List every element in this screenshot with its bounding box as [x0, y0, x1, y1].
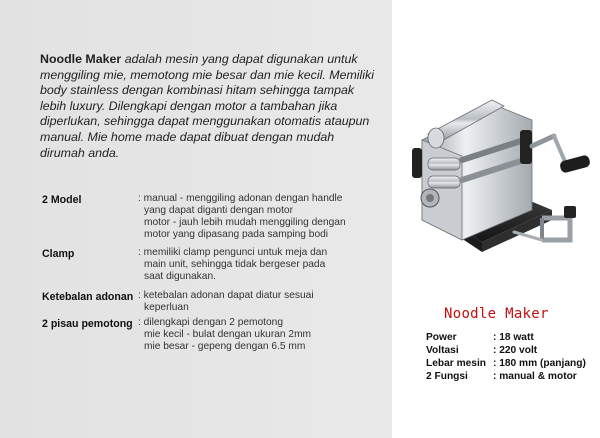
summary-key: Lebar mesin: [426, 358, 487, 369]
spec-line: keperluan: [144, 302, 189, 313]
summary-value: : 220 volt: [493, 345, 538, 356]
spec-key: 2 Model: [42, 194, 82, 206]
spec-line: : manual - menggiling adonan dengan handle: [138, 193, 343, 204]
spec-line: yang dapat diganti dengan motor: [144, 205, 293, 216]
spec-line: saat digunakan.: [144, 271, 216, 282]
summary-value: : 180 mm (panjang): [493, 358, 586, 369]
product-title: Noodle Maker: [444, 306, 549, 322]
pasta-machine-image: [392, 60, 600, 275]
spec-line: motor - jauh lebih mudah menggiling dengan: [144, 217, 346, 228]
spec-line: mie besar - gepeng dengan 6.5 mm: [144, 341, 306, 352]
spec-line: : memiliki clamp pengunci untuk meja dan: [138, 247, 328, 258]
spec-value: [138, 247, 388, 283]
spec-line: mie kecil - bulat dengan ukuran 2mm: [144, 329, 312, 340]
summary-value: : manual & motor: [493, 371, 577, 382]
spec-value: [138, 290, 388, 314]
intro-text: adalah mesin yang dapat digunakan untuk menggiling mie, memotong mie besar dan mie kecil. Memiliki body stainless dengan kombinasi hitam sehingga tampak lebih luxury. Dilengkapi dengan motor a tambahan jika diperlukan, sehingga dapat menggunakan otomatis ataupun manual. Mie home made dapat dibuat dengan mudah dirumah anda.: [40, 52, 374, 160]
summary-key: 2 Fungsi: [426, 371, 468, 382]
summary-value: : 18 watt: [493, 332, 534, 343]
spec-line: motor yang dipasang pada samping bodi: [144, 229, 329, 240]
summary-key: Power: [426, 332, 457, 343]
spec-key: 2 pisau pemotong: [42, 318, 133, 330]
intro-brand: Noodle Maker: [40, 52, 122, 66]
intro-paragraph: [40, 52, 380, 161]
spec-line: : dilengkapi dengan 2 pemotong: [138, 317, 284, 328]
spec-line: main unit, sehingga tidak bergeser pada: [144, 259, 326, 270]
summary-key: Voltasi: [426, 345, 459, 356]
spec-key: Ketebalan adonan: [42, 291, 134, 303]
spec-line: : ketebalan adonan dapat diatur sesuai: [138, 290, 314, 301]
spec-value: [138, 193, 388, 241]
spec-value: [138, 317, 388, 353]
spec-key: Clamp: [42, 248, 75, 260]
